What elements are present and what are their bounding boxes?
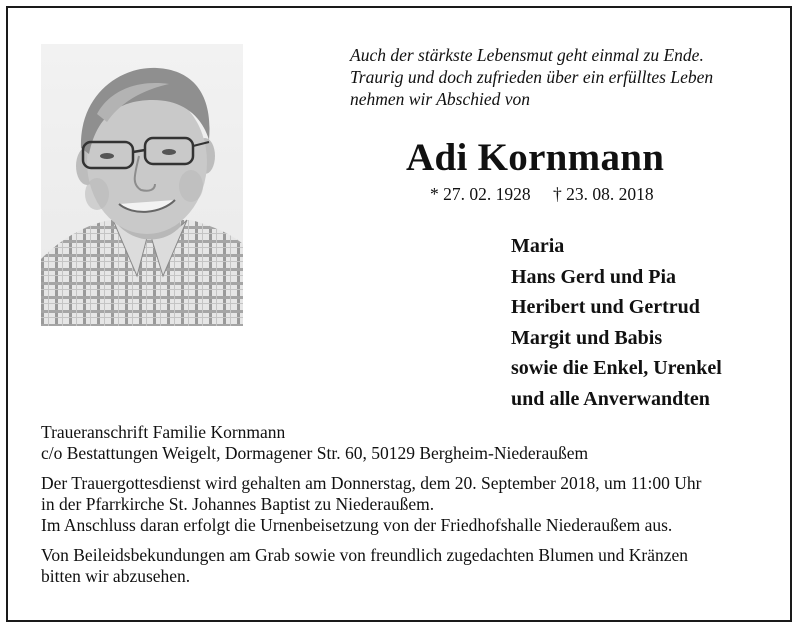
- service-line: Der Trauergottesdienst wird gehalten am Donnerstag, dem 20. September 2018, um 11:00 Uhr: [41, 473, 702, 493]
- motto-line: nehmen wir Abschied von: [350, 89, 530, 109]
- mourner-entry: Maria: [511, 235, 565, 257]
- motto-quote: [350, 44, 770, 110]
- address-line: c/o Bestattungen Weigelt, Dormagener Str. 60, 50129 Bergheim-Niederaußem: [41, 443, 589, 463]
- mourner-entry: sowie die Enkel, Urenkel: [511, 357, 722, 379]
- mourner-entry: Margit und Babis: [511, 326, 663, 349]
- mourner-entry: Heribert und Gertrud: [511, 296, 700, 318]
- mourners-list: [511, 231, 722, 414]
- birth-date: * 27. 02. 1928: [430, 184, 531, 204]
- mourner-entry: Hans Gerd und Pia: [511, 265, 677, 288]
- life-dates: [430, 184, 672, 205]
- request-line: bitten wir abzusehen.: [41, 566, 191, 586]
- service-details: [41, 473, 766, 536]
- motto-line: Auch der stärkste Lebensmut geht einmal zu Ende.: [350, 45, 704, 65]
- motto-line: Traurig und doch zufrieden über ein erfülltes Leben: [350, 67, 714, 87]
- deceased-name: Adi Kornmann: [406, 136, 665, 179]
- death-date: † 23. 08. 2018: [553, 184, 654, 204]
- service-line: in der Pfarrkirche St. Johannes Baptist zu Niederaußem.: [41, 494, 435, 514]
- request-line: Von Beileidsbekundungen am Grab sowie von freundlich zugedachten Blumen und Kränzen: [41, 545, 689, 565]
- mourner-entry: und alle Anverwandten: [511, 387, 710, 410]
- service-line: Im Anschluss daran erfolgt die Urnenbeisetzung von der Friedhofshalle Niederaußem aus.: [41, 515, 673, 535]
- mourning-address: [41, 422, 766, 464]
- condolence-request: [41, 545, 766, 587]
- portrait-image: [41, 44, 243, 326]
- portrait-photo: [41, 44, 243, 326]
- address-line: Traueranschrift Familie Kornmann: [41, 422, 286, 442]
- notice-body: [41, 422, 766, 596]
